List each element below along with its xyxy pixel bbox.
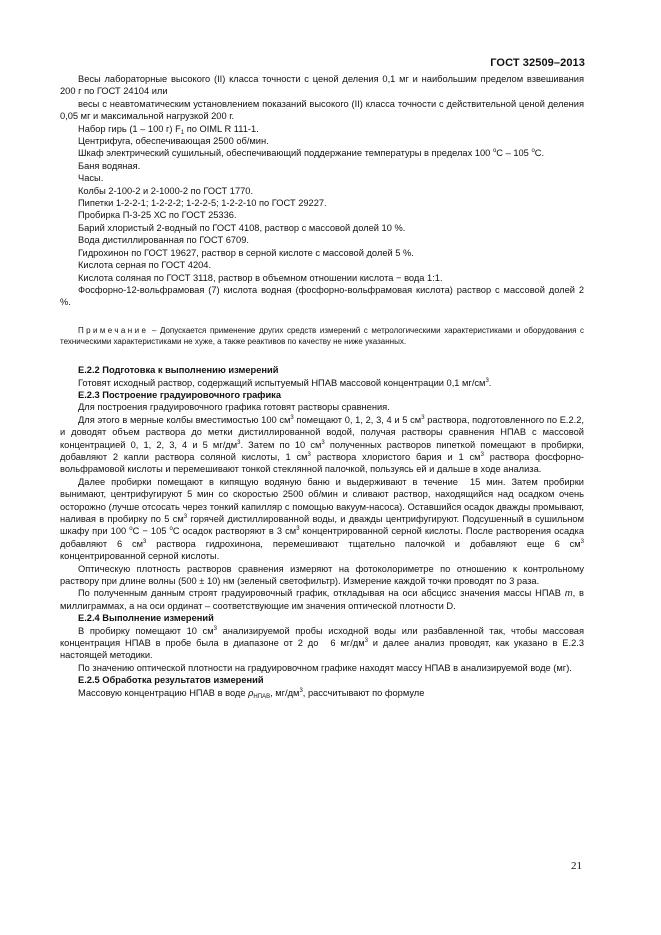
equipment-scales-alt: весы с неавтоматическим установлением показаний высокого (II) класса точности с действительной ценой деления 0,05 мг и максимальной нагрузкой 200 г. <box>60 98 584 122</box>
reagent-water: Вода дистиллированная по ГОСТ 6709. <box>78 235 249 246</box>
equipment-tube: Пробирка П-3-25 ХС по ГОСТ 25336. <box>78 210 237 221</box>
equipment-oven: Шкаф электрический сушильный, обеспечивающий поддержание температуры в пределах 100 $^о$С – 105 $^о$С. <box>78 148 545 159</box>
section-e22-text: Готовят исходный раствор, содержащий испытуемый НПАВ массовой концентрации 0,1 $мг/см^3$. <box>78 377 492 388</box>
section-e24-p1: В пробирку помещают 10 $см^3$ анализируемой пробы исходной воды или разбавленной так, чтобы массовая концентрация НПАВ в пробе была в диапазоне от 2 до 6 $мг/дм^3$ и далее анализ проводят, как указано в Е.2.3 настоящей методики. <box>60 625 585 661</box>
equipment-centrifuge: Центрифуга, обеспечивающая 2500 об/мин. <box>78 136 269 147</box>
section-e23-p5: По полученным данным строят градуировочный график, откладывая на оси абсцисс значения массы НПАВ m, в миллиграммах, а на оси ординат – соответствующие им значения оптической плотности D. <box>60 588 584 611</box>
section-e25-title: Е.2.5 Обработка результатов измерений <box>78 675 264 686</box>
equipment-pipettes: Пипетки 1-2-2-1; 1-2-2-2; 1-2-2-5; 1-2-2-10 по ГОСТ 29227. <box>78 198 327 209</box>
equipment-bath: Баня водяная. <box>78 160 141 171</box>
section-e24-title: Е.2.4 Выполнение измерений <box>78 613 214 624</box>
page-number: 21 <box>571 860 582 872</box>
reagent-barium: Барий хлористый 2-водный по ГОСТ 4108, раствор с массовой долей 10 %. <box>78 222 406 233</box>
section-e23-p1: Для построения градуировочного графика готовят растворы сравнения. <box>78 402 390 413</box>
standard-header: ГОСТ 32509–2013 <box>490 57 585 69</box>
section-e22-title: Е.2.2 Подготовка к выполнению измерений <box>78 365 279 376</box>
note: Примечание – Допускается применение других средств измерений с метрологическими характеристиками и оборудования с техническими характеристиками не хуже, а также реактивов по качеству не ниже указанных. <box>60 325 584 346</box>
equipment-scales: Весы лабораторные высокого (II) класса точности с ценой деления 0,1 мг и наибольшим пределом взвешивания 200 г по ГОСТ 24104 или <box>60 74 584 97</box>
reagent-phosphotungstic: Фосфорно-12-вольфрамовая (7) кислота водная (фосфорно-вольфрамовая кислота) раствор с массовой долей 2 %. <box>60 284 584 308</box>
equipment-weights: Набор гирь (1 – 100 г) $F_1$ по OIML R 111-1. <box>78 123 259 136</box>
section-e25-p1: Массовую концентрацию НПАВ в воде $\rho_{НПАВ}$, $мг/дм^3$, рассчитывают по формуле <box>78 687 425 700</box>
reagent-hydroquinone: Гидрохинон по ГОСТ 19627, раствор в серной кислоте с массовой долей 5 %. <box>78 247 414 258</box>
equipment-clock: Часы. <box>78 173 104 184</box>
section-e23-title: Е.2.3 Построение градуировочного графика <box>78 389 281 400</box>
reagent-sulfuric: Кислота серная по ГОСТ 4204. <box>78 260 212 271</box>
section-e24-p2: По значению оптической плотности на градуировочном графике находят массу НПАВ в анализируемой воде (мг). <box>78 662 572 673</box>
equipment-flasks: Колбы 2-100-2 и 2-1000-2 по ГОСТ 1770. <box>78 185 254 196</box>
document-body <box>60 73 584 699</box>
section-e23-p3: Далее пробирки помещают в кипящую водяную баню и выдерживают в течение 15 мин. Затем пробирки вынимают, центрифугируют 5 мин со скоростью 2500 об/мин и сливают раствор, находящийся над осадком очень осторожно (лучше отсосать через тонкий капилляр с помощью вакуум-насоса). Оставшийся осадок дважды промывают, наливая в пробирку по 5 $см^3$ горячей дистиллированной воды, и дважды центрифугируют. Подсушенный в сушильном шкафу при 100 $^о$С − 105 $^о$С осадок растворяют в 3 $см^3$ концентрированной серной кислоты. После растворения осадка добавляют 6 $см^3$ раствора гидрохинона, перемешивают тщательно палочкой и добавляют еще 6 $см^3$ концентрированной серной кислоты. <box>60 476 584 562</box>
section-e23-p4: Оптическую плотность растворов сравнения измеряют на фотоколориметре по отношению к контрольному раствору при длине волны (500 ± 10) нм (зеленый светофильтр). Измерение каждой точки проводят по 3 раза. <box>60 563 584 587</box>
section-e23-p2: Для этого в мерные колбы вместимостью 100 $см^3$ помещают 0, 1, 2, 3, 4 и 5 $см^3$ раствора, подготовленного по Е.2.2, и доводят объем раствора до метки дистиллированной водой, получая растворы сравнения НПАВ с массовой концентрацией 0, 1, 2, 3, 4 и 5 $мг/дм^3$. Затем по 10 $см^3$ полученных растворов пипеткой помещают в пробирки, добавляют 2 капли раствора соляной кислоты, 1 $см^3$ раствора хлористого бария и 1 $см^3$ раствора фосфорно-вольфрамовой кислоты и перемешивают тонкой стеклянной палочкой, пользуясь ей и дальше в ходе анализа. <box>60 414 585 475</box>
note-label: Примечание <box>78 325 149 335</box>
reagent-hydrochloric: Кислота соляная по ГОСТ 3118, раствор в объемном отношении кислота − вода 1:1. <box>78 272 443 283</box>
